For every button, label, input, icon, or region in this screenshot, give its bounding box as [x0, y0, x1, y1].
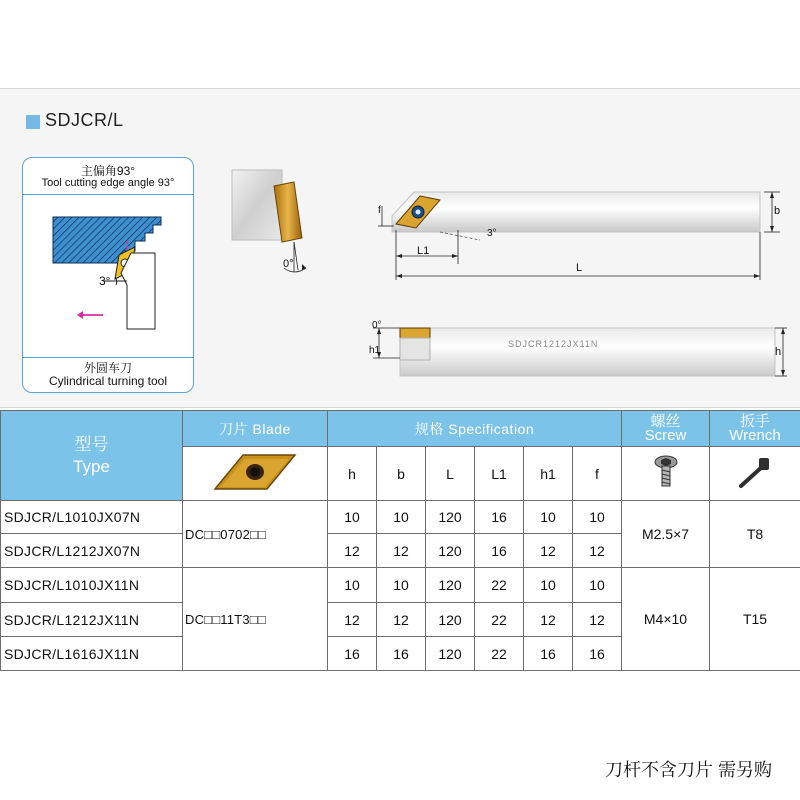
value-cell: 22 — [475, 568, 524, 603]
h-label: h — [775, 346, 782, 358]
value-cell: 10 — [524, 568, 573, 603]
spec-header: 规格 Specification — [328, 411, 622, 447]
value-cell: 120 — [426, 568, 475, 603]
angle-label: 3° — [99, 274, 111, 288]
wrench-cell: T15 — [710, 568, 800, 671]
value-cell: 10 — [328, 568, 377, 603]
col-header-h1: h1 — [524, 447, 573, 501]
screw-image-cell — [622, 447, 710, 501]
model-cell: SDJCR/L1212JX11N — [1, 603, 183, 637]
value-cell: 12 — [573, 534, 622, 568]
value-cell: 10 — [328, 501, 377, 534]
tool-engraving: SDJCR1212JX11N — [508, 339, 599, 349]
type-header-en: Type — [73, 456, 110, 476]
value-cell: 16 — [475, 501, 524, 534]
screw-icon — [651, 454, 681, 490]
value-cell: 120 — [426, 534, 475, 568]
angle-0-label-front: 0° — [372, 320, 382, 331]
value-cell: 22 — [475, 637, 524, 671]
turning-title-cn: 外圆车刀 — [83, 361, 132, 375]
L-label: L — [576, 262, 583, 274]
front-view-drawing — [355, 318, 790, 380]
type-header — [1, 411, 183, 501]
wrench-cell: T8 — [710, 501, 800, 568]
divider — [23, 357, 193, 358]
wrench-header-cn: 扳手 — [739, 412, 770, 430]
b-label: b — [774, 205, 781, 217]
value-cell: 12 — [573, 603, 622, 637]
h1-label: h1 — [369, 345, 381, 356]
wrench-icon — [735, 454, 775, 490]
value-cell: 10 — [573, 501, 622, 534]
value-cell: 16 — [475, 534, 524, 568]
value-cell: 10 — [377, 568, 426, 603]
model-cell: SDJCR/L1010JX11N — [1, 568, 183, 603]
value-cell: 12 — [524, 603, 573, 637]
screw-header — [622, 411, 710, 447]
angle-card — [22, 157, 194, 393]
value-cell: 22 — [475, 603, 524, 637]
wrench-header-en: Wrench — [729, 426, 781, 444]
value-cell: 12 — [377, 534, 426, 568]
screw-header-en: Screw — [644, 426, 687, 444]
angle-3-label: 3° — [487, 228, 497, 239]
col-header-h: h — [328, 447, 377, 501]
title-swatch — [26, 115, 40, 129]
value-cell: 12 — [377, 603, 426, 637]
value-cell: 10 — [377, 501, 426, 534]
value-cell: 16 — [328, 637, 377, 671]
value-cell: 120 — [426, 637, 475, 671]
wrench-header — [710, 411, 800, 447]
col-header-f: f — [573, 447, 622, 501]
turning-title-en: Cylindrical turning tool — [48, 374, 168, 388]
col-header-L: L — [426, 447, 475, 501]
type-header-cn: 型号 — [74, 434, 109, 454]
value-cell: 12 — [328, 534, 377, 568]
angle-0-label: 0° — [283, 258, 294, 270]
screw-cell: M2.5×7 — [622, 501, 710, 568]
screw-header-cn: 螺丝 — [650, 412, 681, 430]
f-label: f — [378, 205, 381, 216]
value-cell: 10 — [573, 568, 622, 603]
model-cell: SDJCR/L1616JX11N — [1, 637, 183, 671]
blade-header: 刀片 Blade — [183, 411, 328, 447]
value-cell: 120 — [426, 603, 475, 637]
value-cell: 16 — [573, 637, 622, 671]
wrench-image-cell — [710, 447, 800, 501]
end-view-drawing — [222, 160, 332, 285]
value-cell: 16 — [377, 637, 426, 671]
angle-title-cn: 主偏角93° — [80, 164, 136, 178]
screw-cell: M4×10 — [622, 568, 710, 671]
value-cell: 12 — [524, 534, 573, 568]
blade-image-cell — [183, 447, 328, 501]
spec-table — [0, 410, 800, 671]
model-cell: SDJCR/L1212JX07N — [1, 534, 183, 568]
value-cell: 12 — [328, 603, 377, 637]
blade-cell: DC□□11T3□□ — [183, 568, 328, 671]
model-cell: SDJCR/L1010JX07N — [1, 501, 183, 534]
value-cell: 16 — [524, 637, 573, 671]
footer-note: 刀杆不含刀片 需另购 — [604, 760, 772, 780]
col-header-b: b — [377, 447, 426, 501]
insert-icon — [209, 449, 301, 495]
angle-title-en: Tool cutting edge angle 93° — [41, 177, 175, 189]
value-cell: 10 — [524, 501, 573, 534]
blade-cell: DC□□0702□□ — [183, 501, 328, 568]
value-cell: 120 — [426, 501, 475, 534]
page-title: SDJCR/L — [45, 110, 124, 130]
L1-label: L1 — [417, 245, 430, 257]
col-header-L1: L1 — [475, 447, 524, 501]
